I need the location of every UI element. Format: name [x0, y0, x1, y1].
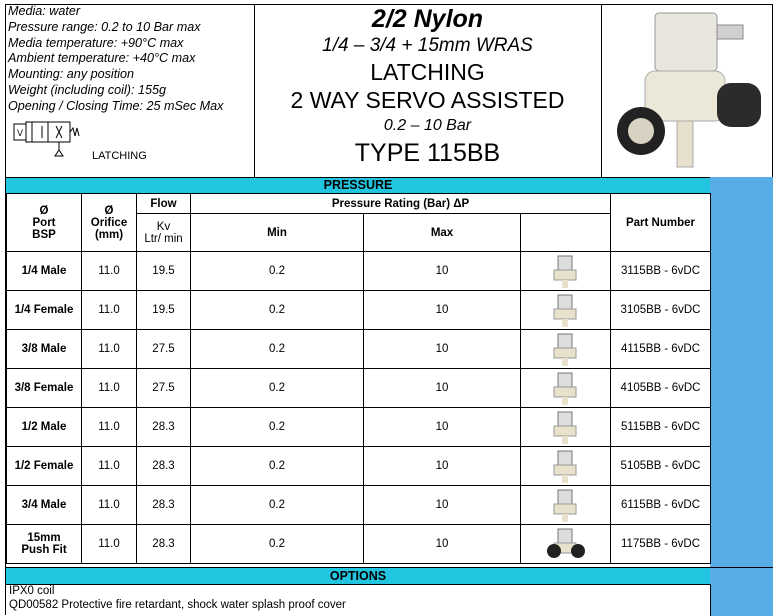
spec-line: Weight (including coil): 155g [8, 82, 166, 97]
port-cell: 15mm Push Fit [7, 525, 82, 564]
spec-list [8, 4, 258, 115]
table-row [7, 408, 711, 447]
orifice-cell: 11.0 [82, 330, 137, 369]
spec-line: Media: water [8, 4, 81, 18]
spec-line: Media temperature: +90°C max [8, 35, 184, 50]
port-cell: 1/4 Female [7, 291, 82, 330]
image-header [521, 214, 611, 252]
max-cell: 10 [364, 369, 521, 408]
kv-cell: 27.5 [137, 330, 191, 369]
rating-header: Pressure Rating (Bar) ΔP [191, 194, 611, 214]
valve-photo [605, 5, 771, 175]
pressure-heading: PRESSURE [323, 178, 393, 192]
product-sizes: 1/4 – 3/4 + 15mm WRAS [322, 35, 533, 56]
kv-cell: 19.5 [137, 252, 191, 291]
min-cell: 0.2 [191, 525, 364, 564]
orifice-cell: 11.0 [82, 525, 137, 564]
orifice-cell: 11.0 [82, 252, 137, 291]
kv-cell: 28.3 [137, 525, 191, 564]
orifice-cell: 11.0 [82, 408, 137, 447]
product-type: TYPE 115BB [354, 139, 501, 167]
table-row [7, 291, 711, 330]
thumb-cell [521, 525, 611, 564]
spec-line: Ambient temperature: +40°C max [8, 51, 196, 66]
table-row [7, 525, 711, 564]
min-cell: 0.2 [191, 252, 364, 291]
kv-cell: 28.3 [137, 486, 191, 525]
min-cell: 0.2 [191, 330, 364, 369]
table-row [7, 447, 711, 486]
orifice-header: Ø Orifice (mm) [82, 194, 137, 252]
table-row [7, 486, 711, 525]
product-title: 2/2 Nylon [371, 5, 484, 33]
spec-line: Pressure range: 0.2 to 10 Bar max [8, 19, 201, 34]
port-cell: 1/4 Male [7, 252, 82, 291]
thumb-cell [521, 408, 611, 447]
symbol-label: LATCHING [92, 150, 147, 162]
spec-line: Opening / Closing Time: 25 mSec Max [8, 98, 224, 113]
port-cell: 3/4 Male [7, 486, 82, 525]
product-latching: LATCHING [370, 59, 485, 85]
product-servo: 2 WAY SERVO ASSISTED [290, 87, 565, 113]
orifice-cell: 11.0 [82, 291, 137, 330]
part-cell: 4115BB - 6vDC [611, 330, 711, 369]
part-cell: 5115BB - 6vDC [611, 408, 711, 447]
option-item: QD00582 Protective fire retardant, shock water splash proof cover [9, 599, 346, 611]
max-cell: 10 [364, 252, 521, 291]
min-cell: 0.2 [191, 369, 364, 408]
valve-thumb [544, 332, 588, 366]
max-cell: 10 [364, 525, 521, 564]
orifice-cell: 11.0 [82, 486, 137, 525]
kv-header: Kv Ltr/ min [137, 214, 191, 252]
kv-cell: 28.3 [137, 447, 191, 486]
side-bar-options [710, 568, 773, 616]
port-cell: 3/8 Female [7, 369, 82, 408]
thumb-cell [521, 291, 611, 330]
kv-cell: 27.5 [137, 369, 191, 408]
min-cell: 0.2 [191, 447, 364, 486]
valve-thumb [544, 254, 588, 288]
thumb-cell [521, 369, 611, 408]
thumb-cell [521, 252, 611, 291]
spec-line: Mounting: any position [8, 67, 135, 82]
part-cell: 4105BB - 6vDC [611, 369, 711, 408]
port-cell: 1/2 Male [7, 408, 82, 447]
table-row [7, 330, 711, 369]
min-cell: 0.2 [191, 408, 364, 447]
options-heading: OPTIONS [329, 569, 387, 583]
min-cell: 0.2 [191, 486, 364, 525]
valve-thumb [544, 410, 588, 444]
part-cell: 6115BB - 6vDC [611, 486, 711, 525]
max-cell: 10 [364, 291, 521, 330]
valve-thumb [544, 527, 588, 561]
specs-table [6, 193, 711, 564]
thumb-cell [521, 330, 611, 369]
max-cell: 10 [364, 408, 521, 447]
part-cell: 3115BB - 6vDC [611, 252, 711, 291]
valve-thumb [544, 293, 588, 327]
max-header: Max [364, 214, 521, 252]
port-header: Ø Port BSP [7, 194, 82, 252]
options-list [9, 584, 346, 612]
thumb-cell [521, 447, 611, 486]
kv-cell: 28.3 [137, 408, 191, 447]
part-cell: 3105BB - 6vDC [611, 291, 711, 330]
valve-thumb [544, 488, 588, 522]
part-cell: 1175BB - 6vDC [611, 525, 711, 564]
title-block [255, 4, 600, 168]
min-cell: 0.2 [191, 291, 364, 330]
orifice-cell: 11.0 [82, 447, 137, 486]
flow-header: Flow [137, 194, 191, 214]
port-cell: 1/2 Female [7, 447, 82, 486]
part-header: Part Number [611, 194, 711, 252]
valve-thumb [544, 371, 588, 405]
max-cell: 10 [364, 447, 521, 486]
side-bar [710, 177, 773, 567]
part-cell: 5105BB - 6vDC [611, 447, 711, 486]
product-range: 0.2 – 10 Bar [383, 117, 472, 134]
port-cell: 3/8 Male [7, 330, 82, 369]
max-cell: 10 [364, 330, 521, 369]
table-row [7, 252, 711, 291]
max-cell: 10 [364, 486, 521, 525]
table-row [7, 369, 711, 408]
kv-cell: 19.5 [137, 291, 191, 330]
option-item: IPX0 coil [9, 585, 55, 597]
min-header: Min [191, 214, 364, 252]
valve-symbol-icon [12, 118, 82, 160]
orifice-cell: 11.0 [82, 369, 137, 408]
svg-text:V: V [17, 128, 24, 138]
thumb-cell [521, 486, 611, 525]
valve-thumb [544, 449, 588, 483]
